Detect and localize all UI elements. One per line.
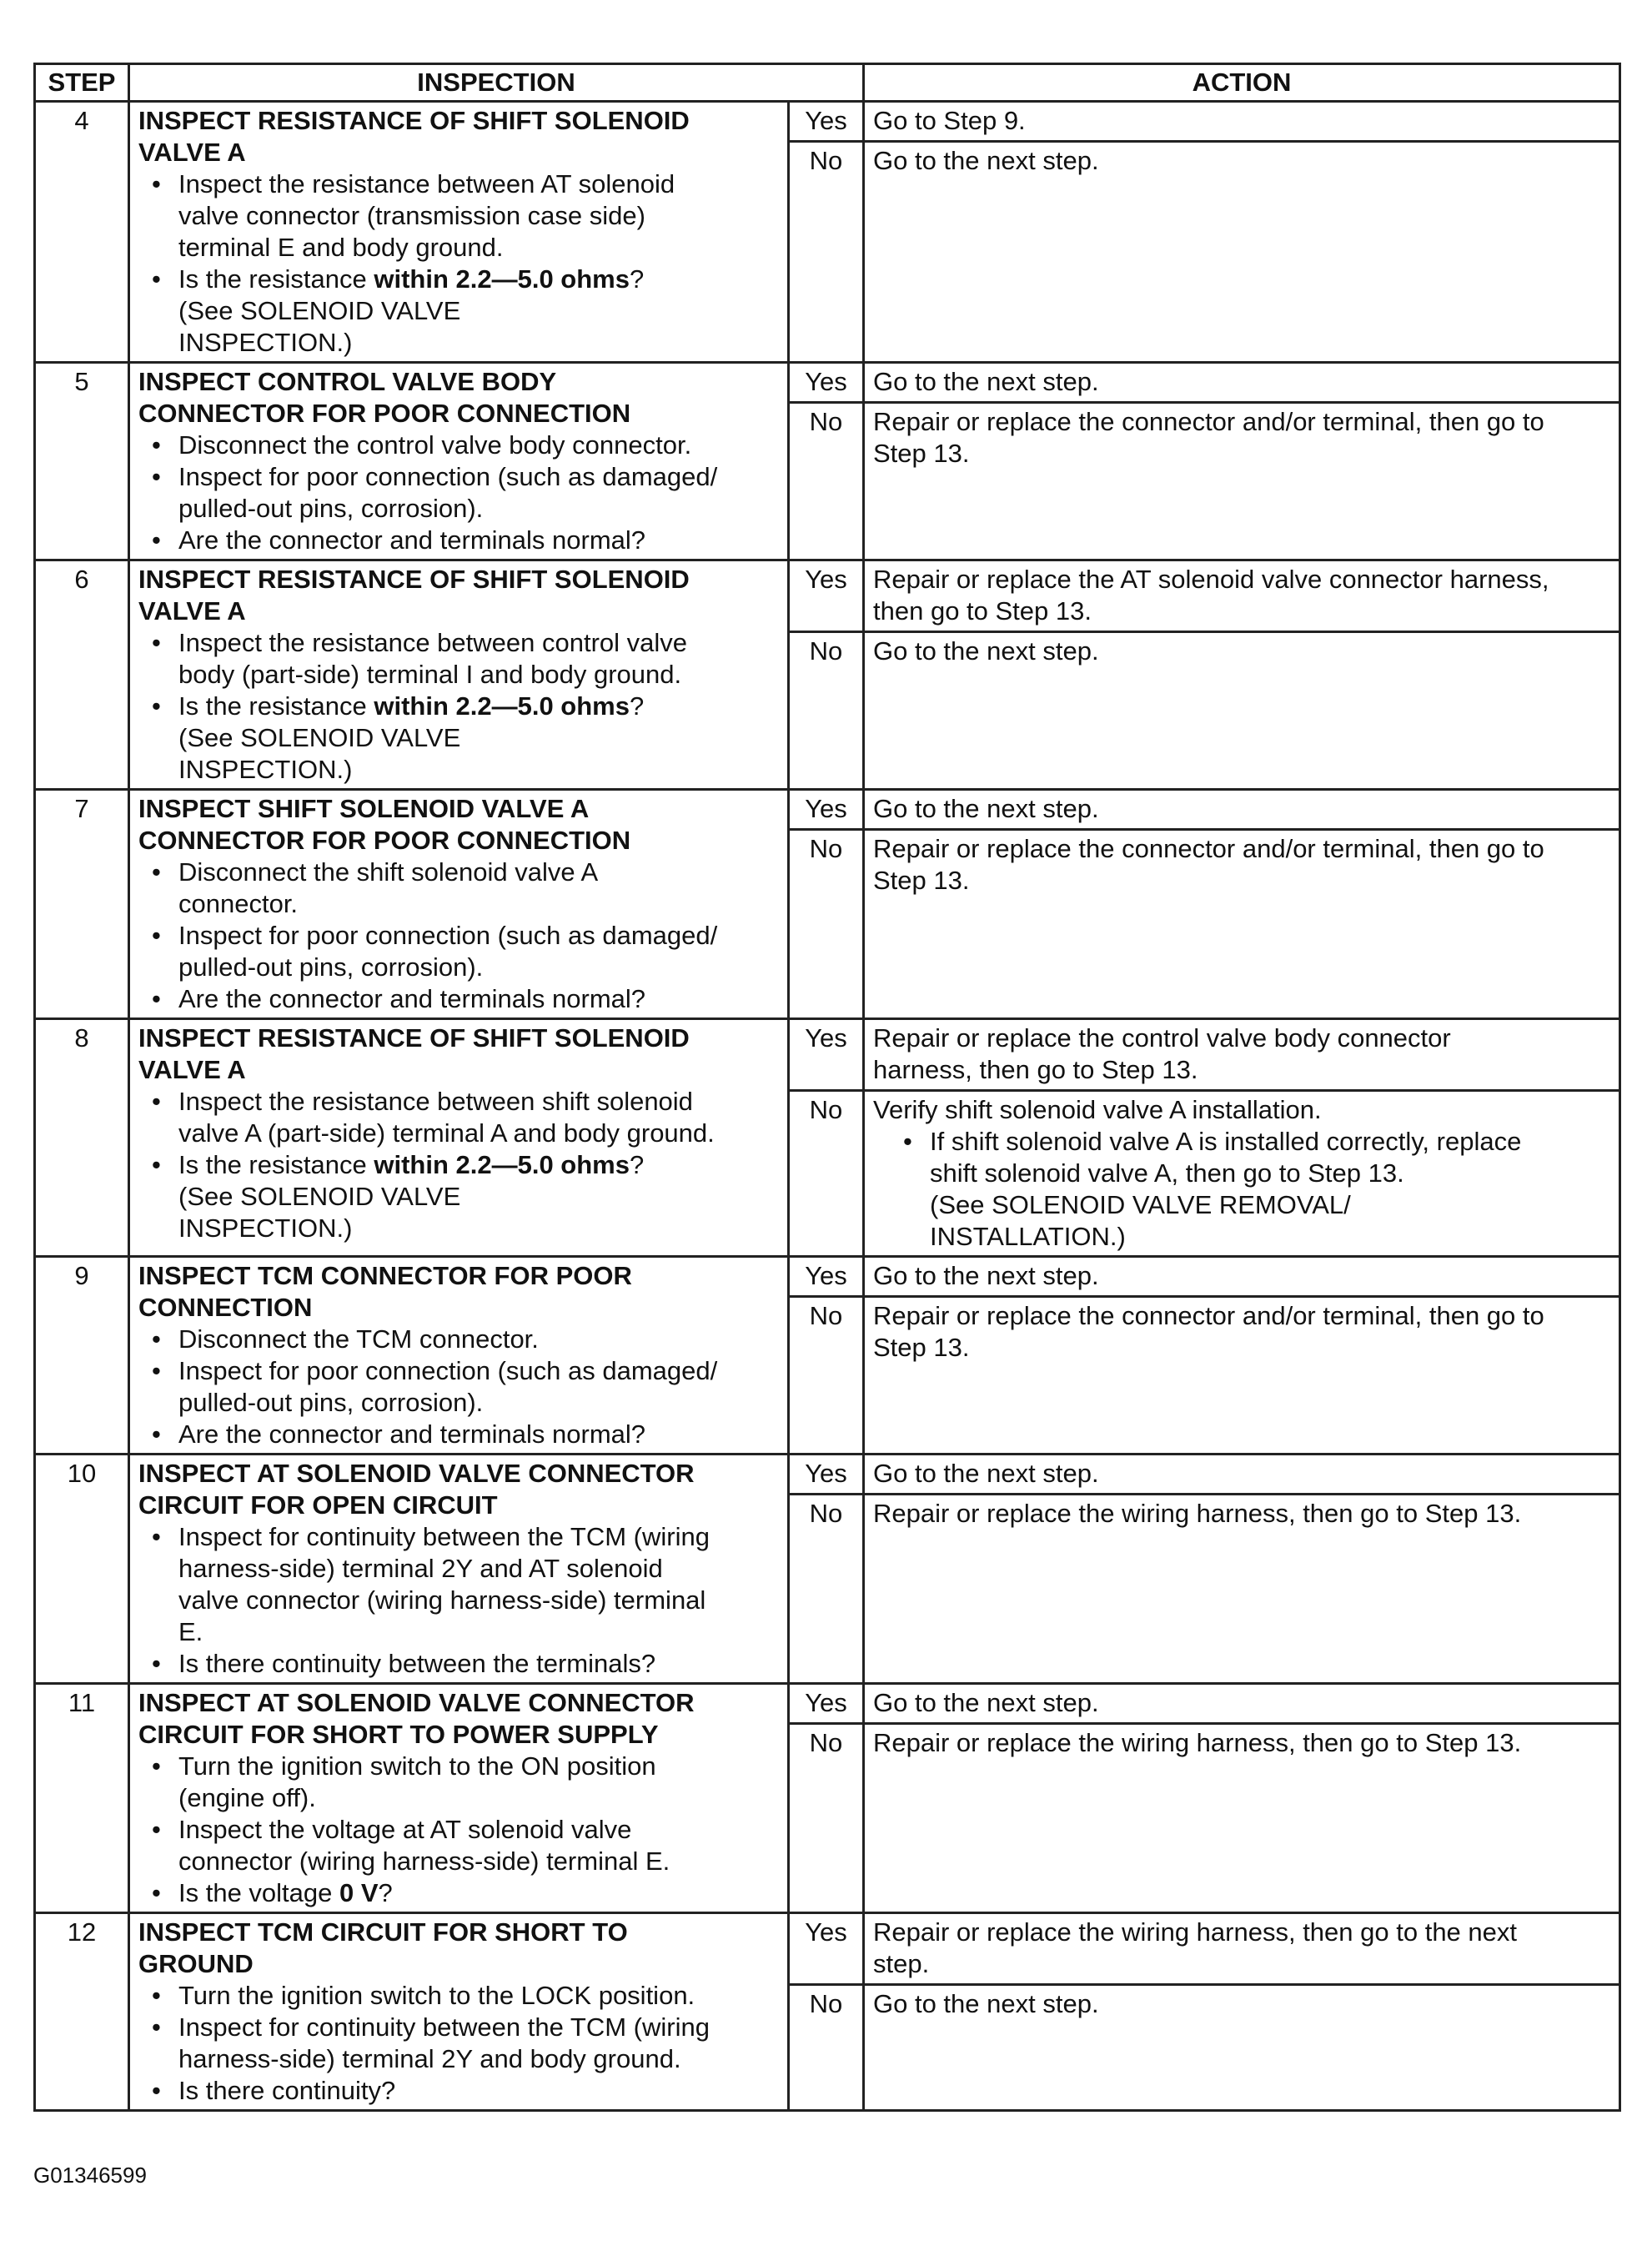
table-row	[35, 1913, 1620, 1985]
no-label: No	[789, 1091, 864, 1257]
text-line	[178, 1150, 644, 1179]
table-body	[35, 102, 1620, 2111]
inspection-title	[138, 366, 779, 430]
no-action	[864, 1724, 1620, 1913]
text-line: Step 13.	[873, 866, 970, 895]
bullet-item	[930, 1126, 1610, 1253]
text-line: Repair or replace the wiring harness, then go to Step 13.	[873, 1728, 1522, 1757]
no-label: No	[789, 1297, 864, 1455]
yes-action	[864, 102, 1620, 142]
inspection-cell	[129, 1913, 789, 2111]
bullet-list	[138, 1086, 779, 1244]
yes-label: Yes	[789, 1455, 864, 1495]
no-label: No	[789, 1985, 864, 2111]
text-line: connector (wiring harness-side) terminal E.	[178, 1847, 670, 1876]
no-action	[864, 632, 1620, 790]
text-line: VALVE A	[138, 138, 246, 167]
step-number: 12	[35, 1913, 129, 2111]
table-row	[35, 1684, 1620, 1724]
text-line: INSPECT TCM CIRCUIT FOR SHORT TO	[138, 1917, 628, 1947]
text-line: Inspect the resistance between control valve	[178, 628, 688, 657]
bullet-item	[178, 1877, 779, 1909]
yes-label: Yes	[789, 1684, 864, 1724]
text-line: E.	[178, 1617, 203, 1646]
text-line: Inspect for poor connection (such as damaged/	[178, 1356, 718, 1385]
text-line: INSPECT TCM CONNECTOR FOR POOR	[138, 1261, 632, 1290]
yes-action	[864, 790, 1620, 830]
yes-label: Yes	[789, 1019, 864, 1091]
text-line: Inspect for continuity between the TCM (wiring	[178, 2012, 710, 2042]
no-label: No	[789, 142, 864, 363]
text-line: CIRCUIT FOR OPEN CIRCUIT	[138, 1490, 498, 1520]
yes-action	[864, 1019, 1620, 1091]
text-line: pulled-out pins, corrosion).	[178, 952, 484, 982]
text-line: CONNECTOR FOR POOR CONNECTION	[138, 399, 631, 428]
table-row	[35, 790, 1620, 830]
step-number: 11	[35, 1684, 129, 1913]
text-line: harness-side) terminal 2Y and AT solenoid	[178, 1554, 663, 1583]
yes-action	[864, 560, 1620, 632]
text-line: INSPECTION.)	[178, 328, 353, 357]
bullet-item	[178, 1419, 779, 1450]
inspection-title	[138, 1260, 779, 1324]
text-line: then go to Step 13.	[873, 596, 1092, 626]
text-line: Turn the ignition switch to the ON position	[178, 1751, 656, 1781]
text-line: Disconnect the shift solenoid valve A	[178, 857, 599, 887]
text-line: Go to the next step.	[873, 1459, 1099, 1488]
text-line: terminal E and body ground.	[178, 233, 504, 262]
no-action	[864, 1495, 1620, 1684]
text-line: Disconnect the TCM connector.	[178, 1324, 539, 1354]
text-segment: Is the resistance	[178, 1150, 374, 1179]
text-line: (See SOLENOID VALVE	[178, 296, 461, 325]
text-line: INSPECT AT SOLENOID VALVE CONNECTOR	[138, 1459, 695, 1488]
figure-code: G01346599	[33, 2163, 147, 2188]
yes-action	[864, 363, 1620, 403]
inspection-cell	[129, 790, 789, 1019]
step-number: 4	[35, 102, 129, 363]
text-line: body (part-side) terminal I and body ground.	[178, 660, 682, 689]
no-label: No	[789, 403, 864, 560]
text-line: harness, then go to Step 13.	[873, 1055, 1198, 1084]
text-line: (engine off).	[178, 1783, 316, 1812]
text-line: INSPECT CONTROL VALVE BODY	[138, 367, 557, 396]
yes-action	[864, 1455, 1620, 1495]
text-line: Inspect the voltage at AT solenoid valve	[178, 1815, 632, 1844]
text-line: INSPECT RESISTANCE OF SHIFT SOLENOID	[138, 106, 690, 135]
step-column-header: STEP	[35, 64, 129, 102]
text-line: connector.	[178, 889, 299, 918]
text-line: VALVE A	[138, 596, 246, 626]
text-line: Verify shift solenoid valve A installation.	[873, 1095, 1322, 1124]
table-row	[35, 1019, 1620, 1091]
text-line: pulled-out pins, corrosion).	[178, 494, 484, 523]
bullet-item	[178, 1980, 779, 2012]
bullet-item	[178, 2012, 779, 2075]
text-line: Go to Step 9.	[873, 106, 1026, 135]
bullet-list	[138, 430, 779, 556]
bullet-item	[178, 1751, 779, 1814]
emphasis-text: 0 V	[339, 1878, 379, 1907]
inspection-title	[138, 1687, 779, 1751]
bullet-item	[178, 1086, 779, 1149]
step-number: 8	[35, 1019, 129, 1257]
text-line: (See SOLENOID VALVE	[178, 1182, 461, 1211]
step-number: 6	[35, 560, 129, 790]
text-line: Go to the next step.	[873, 636, 1099, 666]
text-line: Inspect for continuity between the TCM (wiring	[178, 1522, 710, 1551]
inspection-cell	[129, 363, 789, 560]
inspection-title	[138, 564, 779, 627]
text-line: Step 13.	[873, 1333, 970, 1362]
yes-action	[864, 1913, 1620, 1985]
bullet-item	[178, 168, 779, 264]
bullet-list	[138, 1751, 779, 1909]
inspection-cell	[129, 1455, 789, 1684]
table-row	[35, 1257, 1620, 1297]
bullet-item	[178, 857, 779, 920]
inspection-title	[138, 793, 779, 857]
text-line: VALVE A	[138, 1055, 246, 1084]
text-line: Go to the next step.	[873, 367, 1099, 396]
text-line: Go to the next step.	[873, 1989, 1099, 2018]
text-line: Go to the next step.	[873, 794, 1099, 823]
no-action	[864, 403, 1620, 560]
no-action	[864, 142, 1620, 363]
emphasis-text: within 2.2—5.0 ohms	[374, 264, 630, 294]
bullet-item	[178, 1149, 779, 1244]
bullet-item	[178, 461, 779, 525]
text-segment: ?	[378, 1878, 393, 1907]
bullet-item	[178, 430, 779, 461]
bullet-list	[873, 1126, 1610, 1253]
text-line: (See SOLENOID VALVE REMOVAL/	[930, 1190, 1351, 1219]
text-line: Go to the next step.	[873, 146, 1099, 175]
text-line: valve A (part-side) terminal A and body ground.	[178, 1118, 715, 1148]
emphasis-text: within 2.2—5.0 ohms	[374, 691, 630, 721]
yes-action	[864, 1684, 1620, 1724]
text-line: Repair or replace the AT solenoid valve connector harness,	[873, 565, 1549, 594]
no-action	[864, 1985, 1620, 2111]
yes-action	[864, 1257, 1620, 1297]
bullet-item	[178, 1648, 779, 1680]
bullet-item	[178, 1814, 779, 1877]
bullet-list	[138, 1980, 779, 2107]
text-line: INSPECT SHIFT SOLENOID VALVE A	[138, 794, 590, 823]
inspection-cell	[129, 1019, 789, 1257]
bullet-list	[138, 857, 779, 1015]
table-row	[35, 102, 1620, 142]
text-line: GROUND	[138, 1949, 254, 1978]
inspection-cell	[129, 102, 789, 363]
no-action	[864, 1297, 1620, 1455]
table-row	[35, 560, 1620, 632]
bullet-list	[138, 168, 779, 359]
text-line: harness-side) terminal 2Y and body ground.	[178, 2044, 681, 2073]
text-line: Repair or replace the wiring harness, then go to Step 13.	[873, 1499, 1522, 1528]
bullet-item	[178, 920, 779, 983]
no-action	[864, 830, 1620, 1019]
bullet-list	[138, 1521, 779, 1680]
text-line: Go to the next step.	[873, 1688, 1099, 1717]
no-action	[864, 1091, 1620, 1257]
bullet-item	[178, 983, 779, 1015]
bullet-list	[138, 627, 779, 786]
inspection-column-header: INSPECTION	[129, 64, 864, 102]
table-header-row	[35, 64, 1620, 102]
text-line: Step 13.	[873, 439, 970, 468]
text-line: Repair or replace the connector and/or terminal, then go to	[873, 834, 1544, 863]
bullet-item	[178, 1521, 779, 1648]
action-column-header: ACTION	[864, 64, 1620, 102]
inspection-title	[138, 1917, 779, 1980]
inspection-title	[138, 105, 779, 168]
inspection-title	[138, 1022, 779, 1086]
bullet-item	[178, 627, 779, 691]
text-segment: ?	[629, 691, 645, 721]
step-number: 9	[35, 1257, 129, 1455]
inspection-title	[138, 1458, 779, 1521]
step-number: 5	[35, 363, 129, 560]
text-line: INSTALLATION.)	[930, 1222, 1126, 1251]
text-line: Is there continuity?	[178, 2076, 396, 2105]
text-line: INSPECTION.)	[178, 1213, 353, 1243]
bullet-item	[178, 691, 779, 786]
step-number: 10	[35, 1455, 129, 1684]
text-line: Inspect for poor connection (such as damaged/	[178, 921, 718, 950]
text-line: Go to the next step.	[873, 1261, 1099, 1290]
no-label: No	[789, 1495, 864, 1684]
text-line: Repair or replace the connector and/or terminal, then go to	[873, 1301, 1544, 1330]
text-line: INSPECT RESISTANCE OF SHIFT SOLENOID	[138, 565, 690, 594]
yes-label: Yes	[789, 560, 864, 632]
yes-label: Yes	[789, 1257, 864, 1297]
text-line: INSPECT AT SOLENOID VALVE CONNECTOR	[138, 1688, 695, 1717]
text-line: INSPECT RESISTANCE OF SHIFT SOLENOID	[138, 1023, 690, 1053]
text-segment: Is the resistance	[178, 264, 374, 294]
text-line: shift solenoid valve A, then go to Step 13.	[930, 1158, 1404, 1188]
text-line: CONNECTION	[138, 1293, 313, 1322]
bullet-item	[178, 264, 779, 359]
text-line: Turn the ignition switch to the LOCK position.	[178, 1981, 695, 2010]
text-line: Repair or replace the control valve body connector	[873, 1023, 1451, 1053]
text-line: Repair or replace the connector and/or terminal, then go to	[873, 407, 1544, 436]
bullet-item	[178, 525, 779, 556]
diagnostic-procedure-page	[33, 63, 1619, 2112]
text-line: Are the connector and terminals normal?	[178, 1419, 646, 1449]
bullet-item	[178, 1324, 779, 1355]
text-line: (See SOLENOID VALVE	[178, 723, 461, 752]
inspection-cell	[129, 1684, 789, 1913]
text-line: CONNECTOR FOR POOR CONNECTION	[138, 826, 631, 855]
text-line: pulled-out pins, corrosion).	[178, 1388, 484, 1417]
text-line: Is there continuity between the terminals?	[178, 1649, 656, 1678]
inspection-cell	[129, 560, 789, 790]
text-segment: ?	[629, 264, 645, 294]
text-line: Are the connector and terminals normal?	[178, 984, 646, 1013]
yes-label: Yes	[789, 1913, 864, 1985]
bullet-item	[178, 1355, 779, 1419]
yes-label: Yes	[789, 102, 864, 142]
text-line: Disconnect the control valve body connector.	[178, 430, 692, 460]
text-line: valve connector (transmission case side)	[178, 201, 645, 230]
text-line	[178, 691, 644, 721]
table-row	[35, 363, 1620, 403]
text-segment: ?	[629, 1150, 645, 1179]
no-label: No	[789, 830, 864, 1019]
text-line: valve connector (wiring harness-side) terminal	[178, 1585, 706, 1615]
text-line: CIRCUIT FOR SHORT TO POWER SUPPLY	[138, 1720, 659, 1749]
text-line: step.	[873, 1949, 930, 1978]
text-line: Inspect the resistance between shift solenoid	[178, 1087, 693, 1116]
emphasis-text: within 2.2—5.0 ohms	[374, 1150, 630, 1179]
step-number: 7	[35, 790, 129, 1019]
yes-label: Yes	[789, 363, 864, 403]
yes-label: Yes	[789, 790, 864, 830]
text-line: Inspect for poor connection (such as damaged/	[178, 462, 718, 491]
inspection-cell	[129, 1257, 789, 1455]
table-row	[35, 1455, 1620, 1495]
bullet-item	[178, 2075, 779, 2107]
text-line: Repair or replace the wiring harness, then go to the next	[873, 1917, 1518, 1947]
bullet-list	[138, 1324, 779, 1450]
no-label: No	[789, 1724, 864, 1913]
no-label: No	[789, 632, 864, 790]
text-line: INSPECTION.)	[178, 755, 353, 784]
text-line	[178, 1878, 393, 1907]
text-line: Are the connector and terminals normal?	[178, 525, 646, 555]
text-line: If shift solenoid valve A is installed correctly, replace	[930, 1127, 1522, 1156]
diagnostic-table	[33, 63, 1621, 2112]
text-line: Inspect the resistance between AT solenoid	[178, 169, 675, 198]
text-segment: Is the voltage	[178, 1878, 340, 1907]
text-line	[178, 264, 644, 294]
text-segment: Is the resistance	[178, 691, 374, 721]
